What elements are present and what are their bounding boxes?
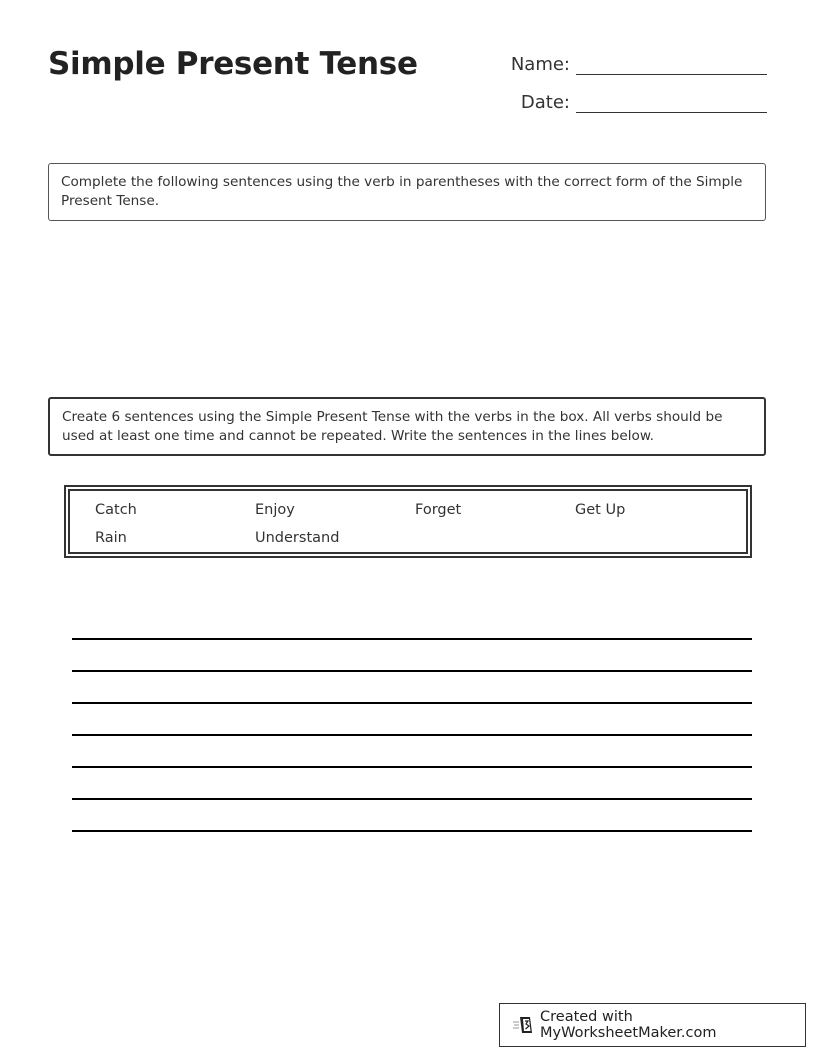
writing-line[interactable] (72, 830, 752, 832)
word-bank-item: Catch (95, 502, 137, 518)
page-title: Simple Present Tense (48, 46, 418, 82)
section1-instructions: Complete the following sentences using the verb in parentheses with the correct form of the Simple Present Tense. (48, 163, 766, 221)
footer-credit[interactable] (499, 1003, 806, 1047)
writing-line[interactable] (72, 798, 752, 800)
word-bank-item: Get Up (575, 502, 626, 518)
worksheet-logo-icon (512, 1014, 534, 1036)
word-bank-item: Enjoy (255, 502, 295, 518)
writing-line[interactable] (72, 638, 752, 640)
word-bank-item: Understand (255, 530, 340, 546)
footer-text: Created with MyWorksheetMaker.com (540, 1009, 717, 1041)
date-label: Date: (520, 92, 570, 113)
writing-line[interactable] (72, 766, 752, 768)
writing-line[interactable] (72, 702, 752, 704)
word-bank-item: Rain (95, 530, 127, 546)
name-field[interactable] (500, 52, 767, 75)
date-field[interactable] (500, 90, 767, 113)
date-input-line[interactable] (576, 90, 767, 113)
writing-line[interactable] (72, 734, 752, 736)
word-bank-inner (68, 489, 748, 554)
name-input-line[interactable] (576, 52, 767, 75)
word-bank-box (64, 485, 752, 558)
section2-instructions: Create 6 sentences using the Simple Present Tense with the verbs in the box. All verbs should be used at least one time and cannot be repeated. Write the sentences in the lines below. (48, 397, 766, 456)
name-label: Name: (510, 54, 570, 75)
writing-line[interactable] (72, 670, 752, 672)
word-bank-item: Forget (415, 502, 462, 518)
